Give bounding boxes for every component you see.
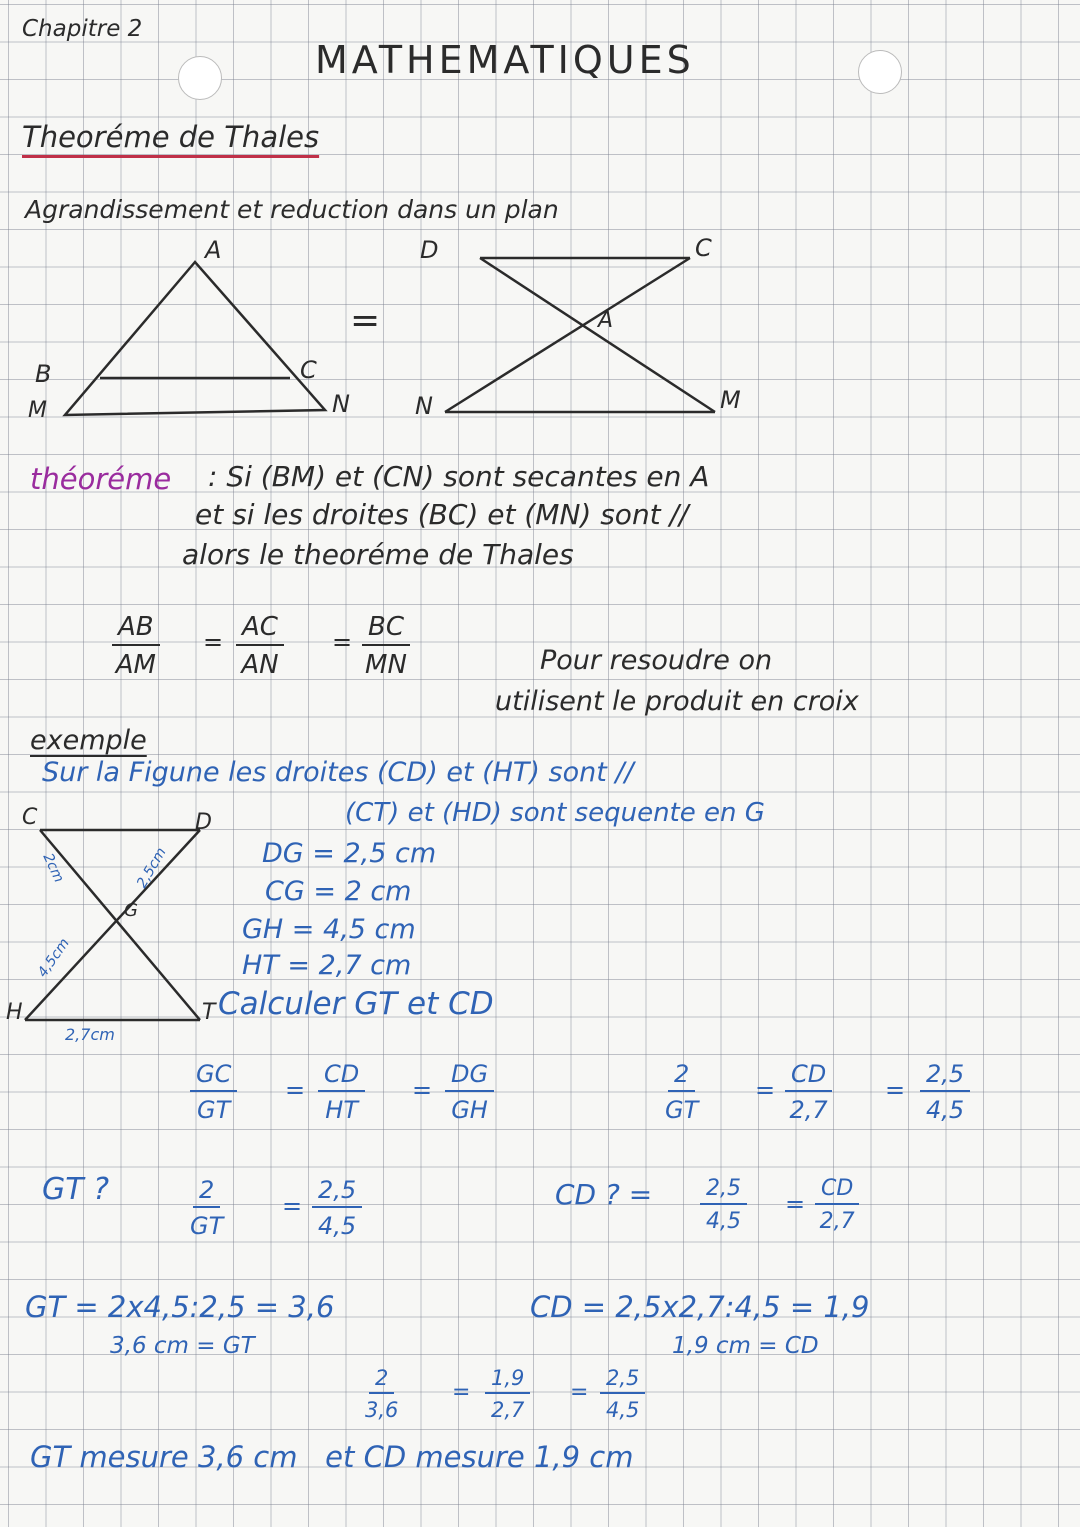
numerator: 2,5	[312, 1176, 362, 1208]
numerator: BC	[362, 612, 410, 646]
length-label: 2cm	[39, 850, 67, 886]
conclusion: GT mesure 3,6 cm et CD mesure 1,9 cm	[30, 1440, 634, 1474]
point-label: A	[598, 308, 614, 333]
fraction	[190, 1176, 223, 1240]
cd-result: 1,9 cm = CD	[672, 1333, 819, 1359]
denominator: GH	[451, 1096, 488, 1124]
equals-sign: =	[885, 1076, 906, 1104]
note-line: utilisent le produit en croix	[495, 686, 859, 717]
fraction	[920, 1060, 970, 1124]
point-label: C	[22, 805, 38, 830]
numerator: 2	[369, 1366, 394, 1394]
denominator: GT	[197, 1096, 231, 1124]
numerator: 2,5	[700, 1176, 747, 1205]
given-value: GH = 4,5 cm	[242, 914, 416, 945]
point-label: T	[202, 1000, 216, 1025]
length-label: 2,5cm	[133, 845, 170, 891]
fraction	[445, 1060, 494, 1124]
section-title: Theoréme de Thales	[22, 120, 320, 154]
equals-sign: =	[203, 628, 224, 656]
subsection-title: Agrandissement et reduction dans un plan	[25, 195, 559, 224]
numerator: CD	[815, 1176, 859, 1205]
given-value: HT = 2,7 cm	[242, 950, 412, 981]
example-line: (CT) et (HD) sont sequente en G	[345, 798, 765, 828]
equals-sign: =	[285, 1076, 306, 1104]
fraction	[236, 612, 284, 680]
task-text: Calculer GT et CD	[218, 986, 494, 1022]
chapter-label: Chapitre 2	[22, 16, 143, 42]
note-line: Pour resoudre on	[540, 645, 773, 676]
fraction	[665, 1060, 698, 1124]
numerator: GC	[190, 1060, 237, 1092]
fraction	[815, 1176, 859, 1234]
denominator: HT	[325, 1096, 358, 1124]
point-label: N	[332, 390, 350, 418]
question-cd: CD ? =	[555, 1178, 653, 1211]
given-value: CG = 2 cm	[265, 876, 412, 907]
denominator: 2,7	[819, 1209, 855, 1234]
denominator: 2,7	[491, 1398, 525, 1422]
equals-sign: =	[452, 1380, 471, 1405]
numerator: 2	[193, 1176, 220, 1208]
hourglass-figure	[445, 258, 715, 412]
point-label: B	[35, 360, 52, 388]
denominator: AN	[241, 650, 279, 680]
denominator: GT	[665, 1096, 699, 1124]
denominator: AM	[115, 650, 156, 680]
example-line: Sur la Figune les droites (CD) et (HT) sont //	[42, 757, 634, 788]
numerator: AB	[112, 612, 160, 646]
point-label: D	[420, 236, 439, 264]
cd-calculation: CD = 2,5x2,7:4,5 = 1,9	[530, 1290, 870, 1324]
gt-result: 3,6 cm = GT	[110, 1333, 255, 1359]
fraction	[365, 1366, 398, 1422]
question-gt: GT ?	[42, 1172, 110, 1207]
equals-sign: =	[332, 628, 353, 656]
equals-sign: =	[412, 1076, 433, 1104]
denominator: MN	[365, 650, 407, 680]
numerator: 2,5	[600, 1366, 645, 1394]
gt-calculation: GT = 2x4,5:2,5 = 3,6	[25, 1290, 335, 1324]
fraction	[312, 1176, 362, 1240]
denominator: 4,5	[926, 1096, 965, 1124]
denominator: 4,5	[318, 1212, 357, 1240]
point-label: A	[205, 236, 222, 264]
theorem-line: et si les droites (BC) et (MN) sont //	[195, 498, 689, 531]
fraction	[485, 1366, 530, 1422]
numerator: 1,9	[485, 1366, 530, 1394]
length-label: 2,7cm	[65, 1025, 115, 1044]
point-label: N	[415, 392, 433, 420]
point-label: G	[124, 900, 138, 921]
fraction	[190, 1060, 237, 1124]
fraction	[700, 1176, 747, 1234]
denominator: 4,5	[706, 1209, 741, 1234]
fraction	[362, 612, 410, 680]
equals-sign: =	[350, 300, 381, 341]
denominator: 2,7	[789, 1096, 828, 1124]
point-label: C	[695, 234, 712, 262]
point-label: M	[720, 386, 741, 414]
numerator: CD	[785, 1060, 832, 1092]
fraction	[785, 1060, 832, 1124]
length-label: 4,5cm	[34, 935, 73, 981]
denominator: 3,6	[365, 1398, 399, 1422]
point-label: D	[195, 810, 212, 835]
numerator: CD	[318, 1060, 365, 1092]
fraction	[318, 1060, 365, 1124]
point-label: M	[28, 398, 47, 423]
numerator: 2,5	[920, 1060, 970, 1092]
equals-sign: =	[785, 1190, 806, 1218]
triangle-figure	[65, 262, 325, 415]
point-label: C	[300, 356, 317, 384]
given-value: DG = 2,5 cm	[262, 838, 437, 869]
denominator: 4,5	[606, 1398, 640, 1422]
numerator: DG	[445, 1060, 494, 1092]
point-label: H	[6, 1000, 23, 1025]
numerator: 2	[668, 1060, 695, 1092]
theorem-line: : Si (BM) et (CN) sont secantes en A	[208, 460, 710, 493]
theorem-label: théoréme	[30, 462, 172, 496]
page-title: MATHEMATIQUES	[315, 38, 695, 82]
equals-sign: =	[570, 1380, 589, 1405]
numerator: AC	[236, 612, 284, 646]
equals-sign: =	[282, 1192, 303, 1220]
fraction	[112, 612, 160, 680]
example-label: exemple	[30, 725, 147, 756]
theorem-line: alors le theoréme de Thales	[182, 538, 574, 571]
fraction	[600, 1366, 645, 1422]
denominator: GT	[190, 1212, 224, 1240]
equals-sign: =	[755, 1076, 776, 1104]
